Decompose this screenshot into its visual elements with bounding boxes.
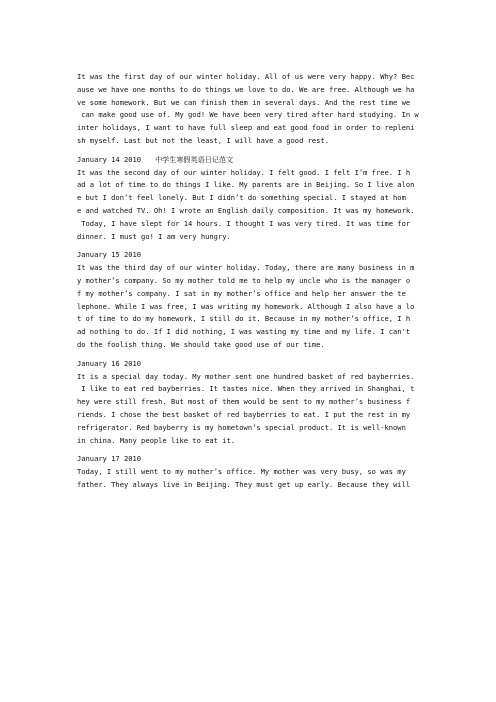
entry-date: January 16 2010 xyxy=(77,358,142,368)
text-line: Today, I have slept for 14 hours. I thought I was very tired. It was time for xyxy=(77,218,411,228)
text-line: in china. Many people like to eat it. xyxy=(77,435,236,445)
text-line: dinner. I must go! I am very hungry. xyxy=(77,231,231,241)
text-line: e and watched TV. Oh! I wrote an English daily composition. It was my homework. xyxy=(77,205,415,215)
text-line: lephone. While I was free, I was writing my homework. Although I also have a lo xyxy=(77,301,415,311)
text-line: ad a lot of time to do things I like. My parents are in Beijing. So I live alon xyxy=(77,180,415,190)
entry-heading xyxy=(77,154,417,167)
text-line: ve some homework. But we can finish them in several days. And the rest time we xyxy=(77,97,411,107)
text-line: hey were still fresh. But most of them would be sent to my mother’s business f xyxy=(77,397,411,407)
text-line: ause we have one months to do things we love to do. We are free. Although we ha xyxy=(77,84,415,94)
intro-paragraph xyxy=(77,71,417,148)
text-line: inter holidays, I want to have full sleep and eat good food in order to repleni xyxy=(77,123,415,133)
entry-date: January 15 2010 xyxy=(77,250,142,260)
text-line: e but I don’t feel lonely. But I didn’t do something special. I stayed at hom xyxy=(77,193,406,203)
text-line: It was the third day of our winter holiday. Today, there are many business in m xyxy=(77,263,415,273)
text-line: It is a special day today. My mother sent one hundred basket of red bayberries. xyxy=(77,371,415,381)
text-line: y mother’s company. So my mother told me to help my uncle who is the manager o xyxy=(77,275,411,285)
entry-subtitle: 中学生寒假英语日记范文 xyxy=(155,154,234,164)
text-line: refrigerator. Red bayberry is my hometown’s special product. It is well-known xyxy=(77,422,406,432)
diary-entry xyxy=(77,358,417,448)
entry-date: January 14 2010 xyxy=(77,154,142,164)
text-line: can make good use of. My god! We have been very tired after hard studying. In w xyxy=(77,110,419,120)
document-page xyxy=(77,71,417,498)
text-line: It was the first day of our winter holiday. All of us were very happy. Why? Bec xyxy=(77,72,415,81)
diary-entry xyxy=(77,453,417,491)
text-line: sh myself. Last but not the least, I will have a good rest. xyxy=(77,135,329,145)
text-line: It was the second day of our winter holiday. I felt good. I felt I’m free. I h xyxy=(77,167,411,177)
text-line: Today, I still went to my mother’s office. My mother was very busy, so was my xyxy=(77,467,406,477)
text-line: I like to eat red bayberries. It tastes nice. When they arrived in Shanghai, t xyxy=(77,384,415,394)
text-line: father. They always live in Beijing. They must get up early. Because they will xyxy=(77,479,411,489)
diary-entry xyxy=(77,154,417,244)
text-line: f my mother’s company. I sat in my mother’s office and help her answer the te xyxy=(77,288,406,298)
text-line: t of time to do my homework, I still do it. Because in my mother’s office, I h xyxy=(77,314,411,324)
text-line: ad nothing to do. If I did nothing, I was wasting my time and my life. I can't xyxy=(77,327,411,337)
diary-entry xyxy=(77,249,417,351)
text-line: do the foolish thing. We should take good use of our time. xyxy=(77,339,325,349)
entry-date: January 17 2010 xyxy=(77,454,142,464)
text-line: riends. I chose the best basket of red bayberries to eat. I put the rest in my xyxy=(77,409,411,419)
